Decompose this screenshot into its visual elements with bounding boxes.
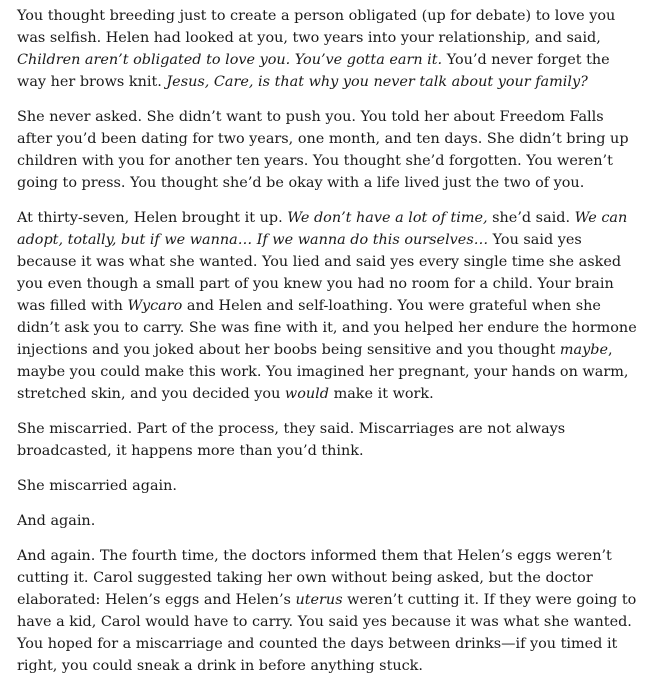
italic-run: We don’t have a lot of time, xyxy=(287,210,488,226)
paragraph-7 xyxy=(17,545,641,677)
italic-run: We can adopt, totally, but if we wanna… If we wanna do this ourselves… xyxy=(17,210,628,248)
italic-run: Jesus, Care, is that why you never talk about your family? xyxy=(166,74,588,90)
text-run: And again. xyxy=(17,513,96,529)
text-run: You thought breeding just to create a person obligated (up for debate) to love you was selfish. Helen had looked at you, two years into your relationship, and said, xyxy=(17,8,616,46)
text-run: And again. The fourth time, the doctors informed them that Helen’s eggs weren’t cutting it. Carol suggested taking her own without being asked, but the doctor elaborated: Helen’s eggs and Helen’s xyxy=(17,548,612,608)
text-run: and Helen and self-loathing. You were grateful when she didn’t ask you to carry. She was fine with it, and you helped her endure the hormone injections and you joked about her boobs being sensitive and you thought xyxy=(17,298,637,358)
italic-run: Wycaro xyxy=(127,298,183,314)
text-run: , maybe you could make this work. You imagined her pregnant, your hands on warm, stretched skin, and you decided you xyxy=(17,342,629,402)
italic-run: would xyxy=(284,386,329,402)
text-run: At thirty-seven, Helen brought it up. xyxy=(17,210,288,226)
italic-run: uterus xyxy=(295,592,343,608)
paragraph-6 xyxy=(17,510,641,532)
text-run: You said yes because it was what she wanted. You lied and said yes every single time she asked you even though a small part of you knew you had no room for a child. Your brain was filled with xyxy=(17,232,622,314)
document-body xyxy=(17,5,641,690)
text-run: She never asked. She didn’t want to push you. You told her about Freedom Falls after you’d been dating for two years, one month, and ten days. She didn’t bring up children with you for another ten years. You thought she’d forgotten. You weren’t going to press. You thought she’d be okay with a life lived just the two of you. xyxy=(17,109,629,191)
text-run: make it work. xyxy=(329,386,434,402)
paragraph-1 xyxy=(17,5,641,93)
paragraph-3 xyxy=(17,207,641,405)
paragraph-5 xyxy=(17,475,641,497)
paragraph-2 xyxy=(17,106,641,194)
text-run: She miscarried again. xyxy=(17,478,177,494)
paragraph-4 xyxy=(17,418,641,462)
text-run: She miscarried. Part of the process, they said. Miscarriages are not always broadcasted, it happens more than you’d think. xyxy=(17,421,566,459)
text-run: You’d never forget the way her brows knit. xyxy=(17,52,610,90)
italic-run: Children aren’t obligated to love you. You’ve gotta earn it. xyxy=(17,52,443,68)
text-run: weren’t cutting it. If they were going to have a kid, Carol would have to carry. You said yes because it was what she wanted. You hoped for a miscarriage and counted the days between drinks—if you timed it right, you could sneak a drink in before anything stuck. xyxy=(17,592,637,674)
text-run: she’d said. xyxy=(487,210,575,226)
italic-run: maybe xyxy=(559,342,608,358)
